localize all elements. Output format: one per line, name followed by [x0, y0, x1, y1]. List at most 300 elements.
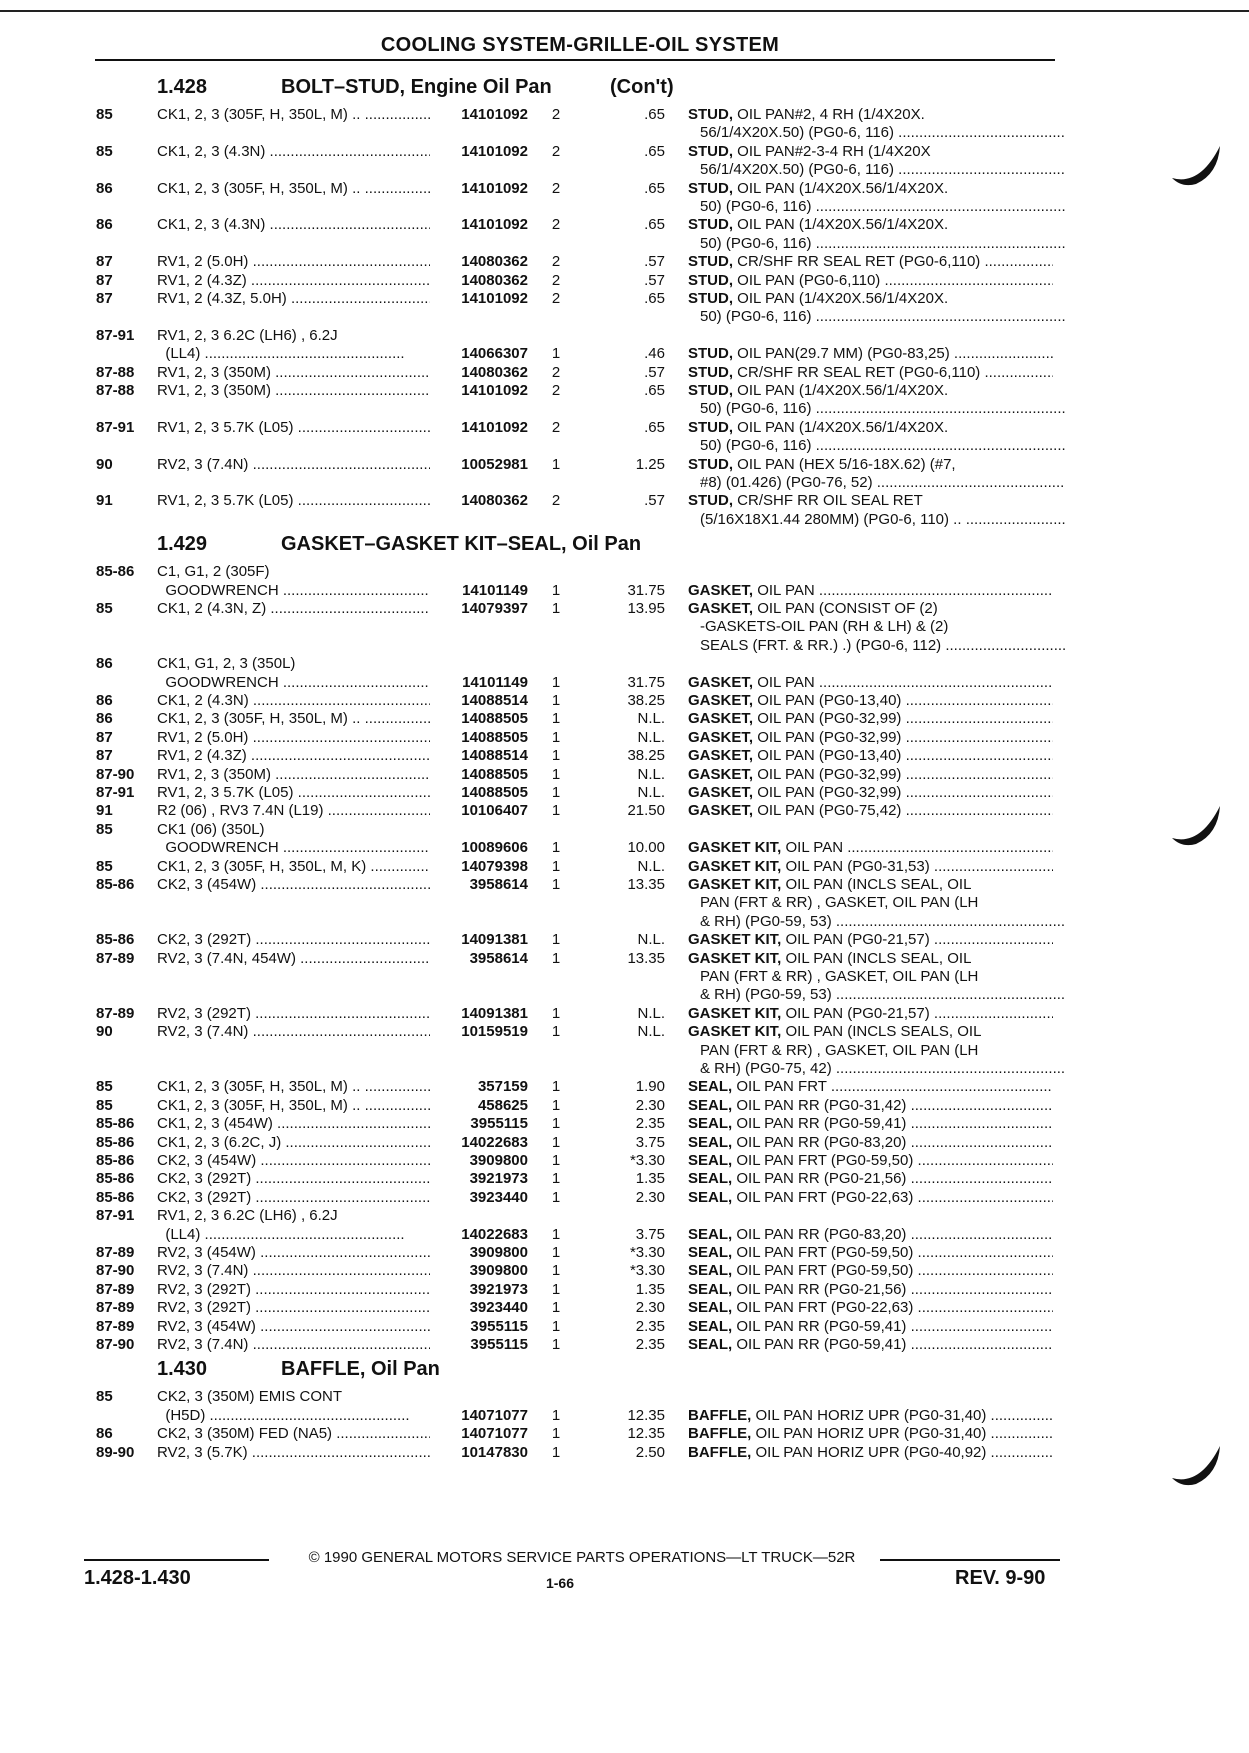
vehicle-application: CK2, 3 (350M) FED (NA5) ..... — [157, 1425, 430, 1443]
description-text: OIL PAN (PG0-6,110) — [737, 271, 881, 289]
catalog-entry-line — [0, 382, 1249, 400]
part-description — [688, 400, 1065, 418]
part-description — [688, 253, 1053, 271]
part-number: 3955115 — [470, 1336, 528, 1353]
model-year: 87-91 — [96, 326, 135, 344]
catalog-entry-line — [0, 1060, 1249, 1078]
model-year: 86 — [96, 710, 113, 728]
part-kind: SEAL, — [688, 1188, 733, 1206]
part-description — [688, 1407, 1053, 1425]
price: 13.35 — [627, 876, 665, 893]
model-year: 89-90 — [96, 1443, 135, 1461]
model-year: 85 — [96, 1388, 113, 1406]
part-description — [688, 124, 1065, 142]
price: 13.95 — [627, 600, 665, 617]
section-number: 1.428 — [157, 76, 208, 98]
price: 3.75 — [635, 1133, 665, 1151]
catalog-entry-line — [0, 1388, 1249, 1406]
part-description — [688, 876, 1053, 894]
part-kind: GASKET KIT, — [688, 876, 782, 893]
footer-rule-left — [84, 1559, 269, 1561]
part-number: 14101149 — [462, 581, 528, 599]
part-description — [688, 419, 1053, 437]
part-description — [688, 216, 1053, 234]
quantity: 1 — [551, 673, 561, 691]
description-text: 50) (PG0-6, 116) — [700, 400, 812, 418]
part-description — [688, 382, 1053, 400]
catalog-entry-line — [0, 1299, 1249, 1317]
price: 1.90 — [635, 1078, 665, 1096]
description-text: OIL PAN (1/4X20X.56/1/4X20X. — [737, 418, 949, 436]
part-description — [688, 308, 1065, 326]
description-text: OIL PAN (INCLS SEALS, OIL — [785, 1023, 982, 1041]
model-year: 85 — [96, 600, 113, 617]
description-text: OIL PAN#2-3-4 RH (1/4X20X — [737, 142, 931, 160]
description-text: & RH) (PG0-59, 53) — [700, 986, 832, 1004]
part-kind: SEAL, — [688, 1078, 733, 1096]
quantity: 1 — [551, 876, 561, 893]
catalog-entry-line — [0, 637, 1249, 655]
part-description — [688, 1134, 1053, 1152]
description-text: OIL PAN (INCLS SEAL, OIL — [785, 876, 972, 893]
part-number: 14101092 — [461, 418, 528, 436]
part-number: 14101092 — [461, 216, 528, 234]
price: 12.35 — [627, 1406, 665, 1424]
section-number: 1.430 — [157, 1358, 208, 1381]
part-description — [688, 1060, 1065, 1078]
vehicle-application: RV1, 2, 3 5.7K (L05) ..... — [157, 492, 430, 510]
part-description — [688, 364, 1053, 382]
quantity: 2 — [551, 179, 561, 197]
description-text: OIL PAN HORIZ UPR (PG0-31,40) — [755, 1406, 987, 1424]
footer-section-range: 1.428-1.430 — [84, 1567, 191, 1589]
part-description — [688, 1226, 1053, 1244]
catalog-entry-line — [0, 400, 1249, 418]
price: N.L. — [637, 710, 665, 728]
quantity: 1 — [551, 1262, 561, 1280]
part-number: 357159 — [477, 1078, 528, 1096]
price: .65 — [644, 216, 665, 234]
quantity: 2 — [551, 216, 561, 234]
vehicle-application: RV1, 2, 3 (350M) ..... — [157, 364, 430, 382]
price: *3.30 — [629, 1152, 665, 1169]
part-number: 14088514 — [461, 747, 528, 765]
part-number: 10052981 — [461, 455, 528, 473]
vehicle-application: CK1, 2, 3 (305F, H, 350L, M) .. ..... — [157, 1097, 430, 1115]
part-kind: GASKET KIT, — [688, 949, 782, 967]
part-description — [688, 1336, 1053, 1354]
description-text: OIL PAN(29.7 MM) (PG0-83,25) — [737, 345, 950, 363]
description-text: OIL PAN RR (PG0-59,41) — [736, 1115, 907, 1133]
price: .65 — [644, 106, 665, 123]
part-kind: GASKET KIT, — [688, 839, 782, 857]
model-year: 85 — [96, 1096, 113, 1114]
model-year: 86 — [96, 1425, 113, 1443]
catalog-entry-line — [0, 216, 1249, 234]
vehicle-application: RV1, 2 (4.3Z, 5.0H) ..... — [157, 290, 430, 308]
vehicle-application: CK1, 2 (4.3N) ..... — [157, 692, 430, 710]
part-number: 3955115 — [470, 1317, 528, 1335]
description-text: OIL PAN (PG0-32,99) — [757, 710, 902, 728]
vehicle-application: CK2, 3 (454W) ..... — [157, 1152, 430, 1170]
price: N.L. — [637, 1023, 665, 1041]
description-text: OIL PAN FRT (PG0-22,63) — [736, 1188, 914, 1206]
catalog-entry-line — [0, 364, 1249, 382]
footer-copyright: © 1990 GENERAL MOTORS SERVICE PARTS OPERATIONS—LT TRUCK—52R — [308, 1549, 856, 1566]
description-text: OIL PAN (1/4X20X.56/1/4X20X. — [737, 216, 949, 234]
catalog-entry-line — [0, 563, 1249, 581]
catalog-entry-line — [0, 802, 1249, 820]
catalog-entry-line — [0, 766, 1249, 784]
catalog-entry-line — [0, 968, 1249, 986]
part-number: 14101092 — [461, 106, 528, 123]
vehicle-application: CK2, 3 (292T) ..... — [157, 1170, 430, 1188]
part-kind: SEAL, — [688, 1299, 733, 1317]
description-text: OIL PAN RR (PG0-59,41) — [736, 1317, 907, 1335]
price: 1.35 — [635, 1170, 665, 1188]
model-year: 85 — [96, 106, 113, 123]
part-description — [688, 1318, 1053, 1336]
price: 1.25 — [635, 455, 665, 473]
vehicle-application: RV1, 2, 3 6.2C (LH6) , 6.2J — [157, 326, 338, 344]
model-year: 87 — [96, 253, 113, 271]
section-continued: (Con't) — [610, 76, 674, 98]
model-year: 87-90 — [96, 765, 135, 783]
section-title: BAFFLE, Oil Pan — [281, 1358, 440, 1381]
quantity: 1 — [551, 728, 561, 746]
vehicle-application: RV2, 3 (454W) ..... — [157, 1318, 430, 1336]
vehicle-application: CK1, 2 (4.3N, Z) ..... — [157, 600, 430, 618]
vehicle-application: (LL4) ..... — [157, 345, 430, 363]
footer-rule-right — [880, 1559, 1060, 1561]
model-year: 87-91 — [96, 784, 135, 801]
vehicle-application: (LL4) ..... — [157, 1226, 430, 1244]
part-number: 10106407 — [461, 802, 528, 820]
part-kind: STUD, — [688, 455, 733, 473]
part-description — [688, 968, 1065, 986]
catalog-entry-line — [0, 784, 1249, 802]
model-year: 87-91 — [96, 418, 135, 436]
description-text: 50) (PG0-6, 116) — [700, 308, 812, 326]
catalog-entry-line — [0, 198, 1249, 216]
part-kind: GASKET, — [688, 802, 754, 820]
price: .57 — [644, 271, 665, 289]
part-number: 10147830 — [461, 1443, 528, 1461]
catalog-entry-line — [0, 1336, 1249, 1354]
vehicle-application: CK1, 2, 3 (4.3N) ..... — [157, 216, 430, 234]
description-text: OIL PAN (PG0-32,99) — [757, 784, 902, 801]
part-kind: STUD, — [688, 492, 733, 510]
catalog-entry-line — [0, 161, 1249, 179]
price: .57 — [644, 363, 665, 381]
quantity: 2 — [551, 382, 561, 399]
part-description — [688, 1042, 1065, 1060]
vehicle-application: RV2, 3 (454W) ..... — [157, 1244, 430, 1262]
model-year: 90 — [96, 1023, 113, 1041]
model-year: 87-89 — [96, 1004, 135, 1022]
quantity: 1 — [551, 1152, 561, 1169]
price: .65 — [644, 142, 665, 160]
part-description — [688, 729, 1053, 747]
price: 31.75 — [627, 673, 665, 691]
catalog-entry-line — [0, 106, 1249, 124]
catalog-entry-line — [0, 235, 1249, 253]
part-kind: STUD, — [688, 363, 733, 381]
quantity: 1 — [551, 710, 561, 728]
price: 1.35 — [635, 1280, 665, 1298]
catalog-entry-line — [0, 674, 1249, 692]
catalog-entry-line — [0, 492, 1249, 510]
part-number: 14101092 — [461, 142, 528, 160]
section-title: GASKET–GASKET KIT–SEAL, Oil Pan — [281, 533, 642, 556]
part-number: 14101092 — [461, 290, 528, 307]
catalog-entry-line — [0, 1023, 1249, 1041]
part-kind: GASKET, — [688, 710, 754, 728]
footer-revision: REV. 9-90 — [955, 1567, 1046, 1589]
part-kind: SEAL, — [688, 1262, 733, 1280]
quantity: 1 — [551, 765, 561, 783]
description-text: -GASKETS-OIL PAN (RH & LH) & (2) — [700, 618, 949, 636]
catalog-entry-line — [0, 1281, 1249, 1299]
description-text: (5/16X18X1.44 280MM) (PG0-6, 110) .. — [700, 510, 962, 528]
model-year: 91 — [96, 492, 113, 510]
vehicle-application: RV1, 2, 3 6.2C (LH6) , 6.2J — [157, 1207, 338, 1225]
description-text: PAN (FRT & RR) , GASKET, OIL PAN (LH — [700, 968, 979, 985]
description-text: OIL PAN (PG0-21,57) — [785, 931, 930, 949]
catalog-entry-line — [0, 290, 1249, 308]
part-description — [688, 1097, 1053, 1115]
vehicle-application: RV2, 3 (292T) ..... — [157, 1281, 430, 1299]
vehicle-application: CK1, 2, 3 (6.2C, J) ..... — [157, 1134, 430, 1152]
catalog-entry-line — [0, 858, 1249, 876]
price: 2.35 — [635, 1336, 665, 1353]
price: .65 — [644, 418, 665, 436]
price: N.L. — [637, 728, 665, 746]
quantity: 1 — [551, 1336, 561, 1353]
description-text: 50) (PG0-6, 116) — [700, 198, 812, 215]
price: N.L. — [637, 765, 665, 783]
description-text: OIL PAN (PG0-32,99) — [757, 765, 902, 783]
catalog-entry-line — [0, 692, 1249, 710]
part-kind: GASKET, — [688, 673, 754, 691]
catalog-entry-line — [0, 876, 1249, 894]
description-text: OIL PAN (PG0-31,53) — [785, 857, 930, 875]
description-text: 50) (PG0-6, 116) — [700, 437, 812, 455]
price: .65 — [644, 382, 665, 399]
vehicle-application: RV1, 2 (4.3Z) ..... — [157, 272, 430, 290]
part-description — [688, 345, 1053, 363]
description-text: OIL PAN FRT (PG0-59,50) — [736, 1152, 914, 1169]
part-description — [688, 692, 1053, 710]
catalog-entry-line — [0, 729, 1249, 747]
price: .65 — [644, 179, 665, 197]
catalog-entry-line — [0, 456, 1249, 474]
description-text: OIL PAN (PG0-21,57) — [785, 1004, 930, 1022]
vehicle-application: CK1, 2, 3 (305F, H, 350L, M, K) ..... — [157, 858, 430, 876]
part-kind: GASKET, — [688, 581, 754, 599]
model-year: 87-88 — [96, 363, 135, 381]
vehicle-application: RV1, 2 (5.0H) ..... — [157, 253, 430, 271]
model-year: 85 — [96, 1078, 113, 1096]
part-description — [688, 674, 1053, 692]
model-year: 85 — [96, 820, 113, 838]
description-text: SEALS (FRT. & RR.) .) (PG0-6, 112) — [700, 636, 942, 654]
vehicle-application: CK1, 2, 3 (305F, H, 350L, M) .. ..... — [157, 180, 430, 198]
part-number: 14091381 — [461, 1004, 528, 1022]
model-year: 87-89 — [96, 949, 135, 967]
part-description — [688, 913, 1065, 931]
part-description — [688, 986, 1065, 1004]
vehicle-application: RV1, 2, 3 (350M) ..... — [157, 382, 430, 400]
price: .65 — [644, 290, 665, 307]
price: N.L. — [637, 784, 665, 801]
part-description — [688, 1170, 1053, 1188]
model-year: 85-86 — [96, 931, 135, 949]
catalog-entry-line — [0, 1042, 1249, 1060]
model-year: 85-86 — [96, 1170, 135, 1188]
description-text: 50) (PG0-6, 116) — [700, 234, 812, 252]
catalog-entry-line — [0, 986, 1249, 1004]
description-text: OIL PAN RR (PG0-83,20) — [736, 1133, 907, 1151]
part-kind: GASKET, — [688, 765, 754, 783]
vehicle-application: CK2, 3 (350M) EMIS CONT — [157, 1388, 343, 1406]
part-kind: GASKET KIT, — [688, 1023, 782, 1041]
price: 3.75 — [635, 1225, 665, 1243]
description-text: OIL PAN RR (PG0-21,56) — [736, 1280, 907, 1298]
part-number: 14071077 — [461, 1406, 528, 1424]
part-description — [688, 1005, 1053, 1023]
catalog-entry-line — [0, 511, 1249, 529]
part-description — [688, 894, 1065, 912]
part-description — [688, 1244, 1053, 1262]
vehicle-application: RV2, 3 (7.4N) ..... — [157, 1262, 430, 1280]
description-text: 56/1/4X20X.50) (PG0-6, 116) — [700, 124, 895, 142]
part-description — [688, 858, 1053, 876]
quantity: 1 — [551, 1443, 561, 1461]
model-year: 85-86 — [96, 1152, 135, 1169]
part-description — [688, 931, 1053, 949]
catalog-entry-line — [0, 308, 1249, 326]
quantity: 1 — [551, 1023, 561, 1041]
part-number: 14080362 — [461, 271, 528, 289]
part-description — [688, 1281, 1053, 1299]
catalog-entry-line — [0, 1425, 1249, 1443]
page-title: COOLING SYSTEM-GRILLE-OIL SYSTEM — [380, 34, 780, 56]
price: 31.75 — [627, 581, 665, 599]
part-description — [688, 766, 1053, 784]
part-description — [688, 290, 1053, 308]
part-number: 14101149 — [462, 673, 528, 691]
quantity: 2 — [551, 418, 561, 436]
part-number: 3921973 — [469, 1170, 528, 1188]
binder-hole-middle — [1170, 800, 1225, 850]
part-kind: SEAL, — [688, 1317, 733, 1335]
section-number: 1.429 — [157, 533, 208, 556]
part-number: 3923440 — [469, 1188, 528, 1206]
part-number: 3909800 — [469, 1244, 528, 1261]
vehicle-application: RV2, 3 (7.4N) ..... — [157, 1023, 430, 1041]
catalog-entry-line — [0, 1407, 1249, 1425]
quantity: 1 — [551, 1244, 561, 1261]
part-number: 458625 — [477, 1096, 528, 1114]
quantity: 1 — [551, 1406, 561, 1424]
description-text: OIL PAN#2, 4 RH (1/4X20X. — [737, 106, 925, 123]
description-text: OIL PAN RR (PG0-83,20) — [736, 1225, 907, 1243]
vehicle-application: RV2, 3 (7.4N, 454W) ..... — [157, 950, 430, 968]
part-description — [688, 180, 1053, 198]
catalog-entry-line — [0, 1207, 1249, 1225]
quantity: 2 — [551, 492, 561, 510]
catalog-entry-line — [0, 600, 1249, 618]
model-year: 85 — [96, 142, 113, 160]
model-year: 85-86 — [96, 1115, 135, 1133]
part-kind: STUD, — [688, 290, 733, 307]
vehicle-application: RV1, 2, 3 (350M) ..... — [157, 766, 430, 784]
part-kind: BAFFLE, — [688, 1406, 752, 1424]
model-year: 87-89 — [96, 1280, 135, 1298]
vehicle-application: GOODWRENCH ..... — [157, 674, 430, 692]
description-text: OIL PAN (1/4X20X.56/1/4X20X. — [737, 179, 949, 197]
quantity: 1 — [551, 747, 561, 765]
model-year: 87 — [96, 728, 113, 746]
price: *3.30 — [629, 1262, 665, 1280]
price: 38.25 — [627, 692, 665, 709]
part-description — [688, 710, 1053, 728]
part-number: 10089606 — [461, 839, 528, 857]
quantity: 2 — [551, 271, 561, 289]
part-kind: GASKET, — [688, 728, 754, 746]
part-kind: STUD, — [688, 142, 733, 160]
vehicle-application: RV2, 3 (5.7K) ..... — [157, 1444, 430, 1462]
price: 13.35 — [627, 949, 665, 967]
binder-hole-bottom — [1170, 1440, 1225, 1490]
model-year: 87 — [96, 290, 113, 307]
catalog-entry-line — [0, 143, 1249, 161]
quantity: 1 — [551, 784, 561, 801]
catalog-entry-line — [0, 710, 1249, 728]
quantity: 1 — [551, 1078, 561, 1096]
part-description — [688, 1152, 1053, 1170]
catalog-entry-line — [0, 1134, 1249, 1152]
part-number: 14088514 — [461, 692, 528, 709]
part-description — [688, 456, 1053, 474]
catalog-entry-line — [0, 1078, 1249, 1096]
model-year: 86 — [96, 692, 113, 709]
part-description — [688, 600, 1053, 618]
part-number: 14101092 — [461, 382, 528, 399]
quantity: 1 — [551, 692, 561, 709]
description-text: & RH) (PG0-59, 53) — [700, 912, 832, 930]
part-number: 14080362 — [461, 253, 528, 271]
description-text: OIL PAN FRT (PG0-22,63) — [736, 1299, 914, 1317]
quantity: 2 — [551, 363, 561, 381]
catalog-entry-line — [0, 839, 1249, 857]
quantity: 1 — [551, 1188, 561, 1206]
part-description — [688, 1189, 1053, 1207]
price: 2.35 — [635, 1115, 665, 1133]
description-text: #8) (01.426) (PG0-76, 52) — [700, 474, 873, 491]
part-kind: STUD, — [688, 271, 733, 289]
part-number: 14079398 — [461, 857, 528, 875]
price: N.L. — [637, 1004, 665, 1022]
price: .57 — [644, 492, 665, 510]
description-text: OIL PAN (PG0-13,40) — [757, 692, 902, 709]
description-text: OIL PAN (CONSIST OF (2) — [757, 600, 938, 617]
description-text: OIL PAN (PG0-75,42) — [757, 802, 902, 820]
part-number: 3955115 — [470, 1115, 528, 1133]
part-number: 14022683 — [461, 1133, 528, 1151]
part-number: 14088505 — [461, 710, 528, 728]
